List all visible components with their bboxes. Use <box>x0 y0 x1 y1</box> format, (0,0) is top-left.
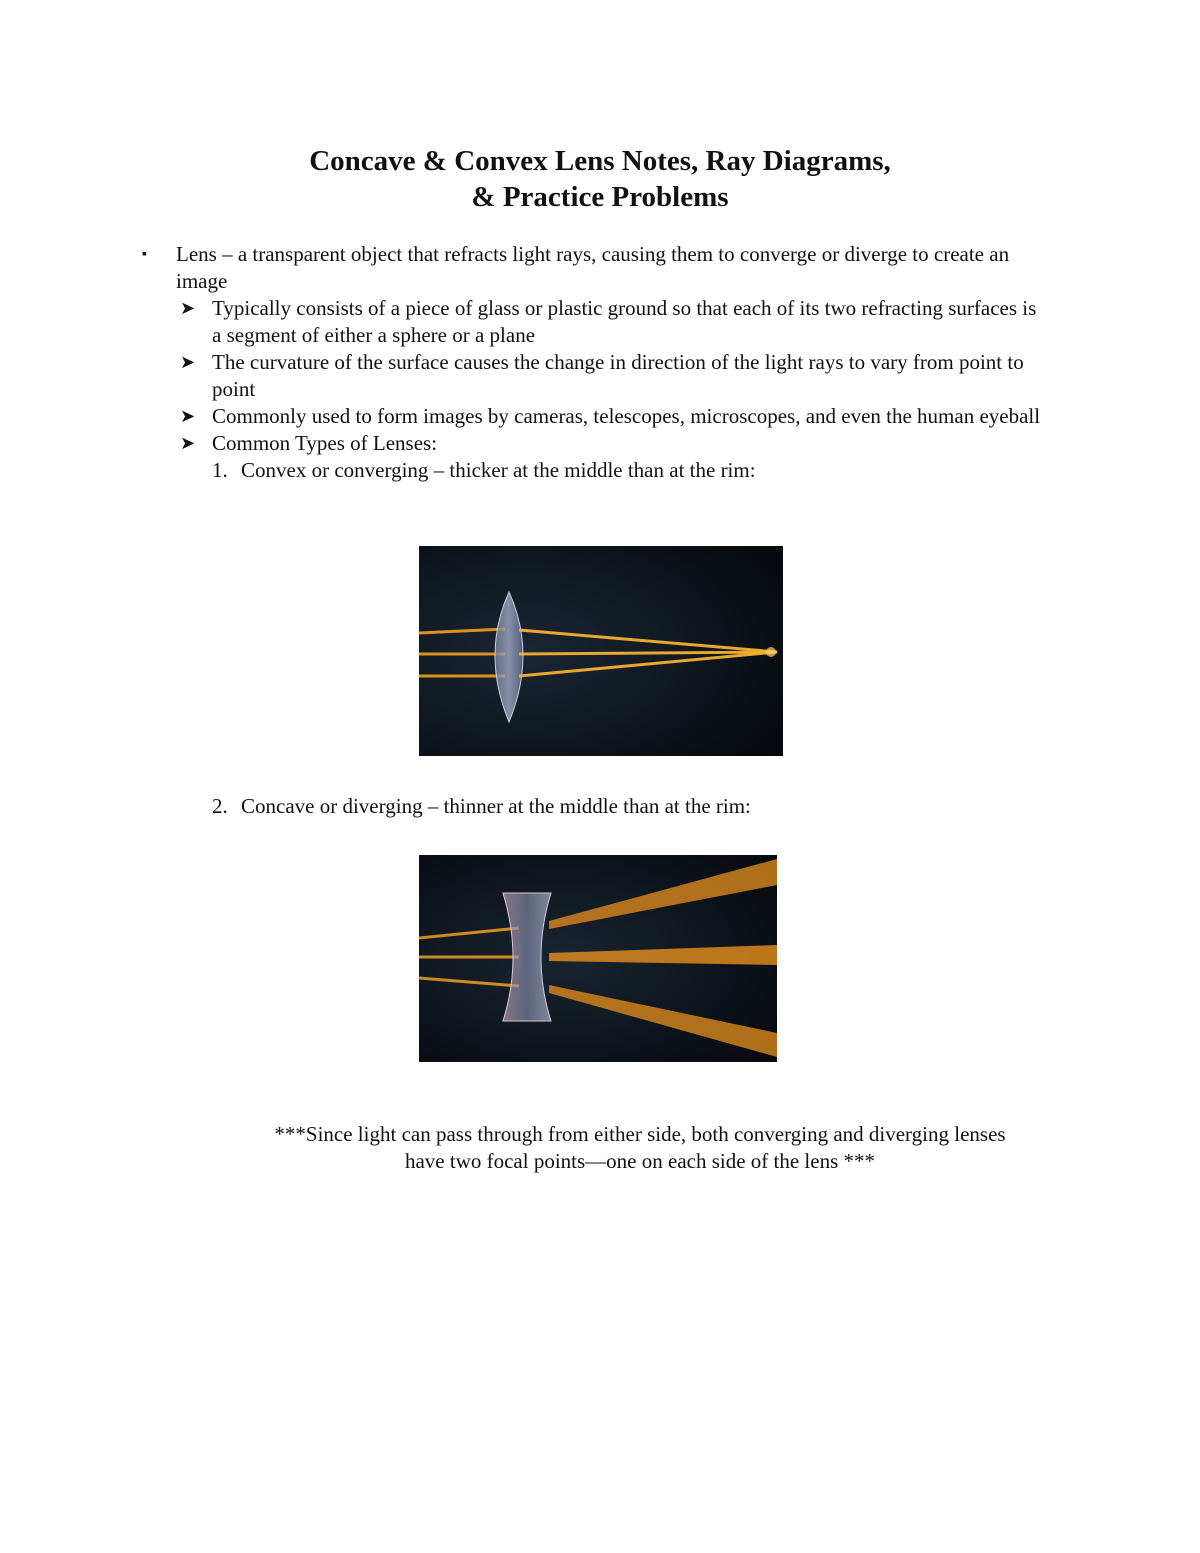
concave-lens-illustration <box>419 855 777 1062</box>
lens-type-item <box>0 793 1200 820</box>
lens-type-number: 2. <box>212 794 228 818</box>
arrow-bullet-icon: ➤ <box>180 298 196 318</box>
sub-point <box>0 349 1200 403</box>
lens-type-text: Concave or diverging – thinner at the middle than at the rim: <box>241 794 751 818</box>
page-title <box>0 143 1200 215</box>
focal-points-note-line-2: have two focal points—one on each side of the lens *** <box>404 1149 876 1173</box>
sub-point <box>0 295 1200 349</box>
lens-type-item <box>0 457 1200 484</box>
lens-definition <box>0 241 1200 295</box>
lens-definition-text: Lens – a transparent object that refracts light rays, causing them to converge or diverge to create an image <box>176 242 1010 293</box>
focal-points-note-line-1: ***Since light can pass through from either side, both converging and diverging lenses <box>274 1122 1006 1146</box>
sub-point-text: Typically consists of a piece of glass or plastic ground so that each of its two refracting surfaces is a segment of either a sphere or a plane <box>212 296 1037 347</box>
square-bullet-icon: ▪ <box>142 247 147 262</box>
page-title-line-1: Concave & Convex Lens Notes, Ray Diagrams, <box>309 145 891 177</box>
convex-lens-photo <box>419 546 783 756</box>
sub-point <box>0 430 1200 457</box>
lens-type-item-2-wrapper <box>0 793 1200 820</box>
sub-point-text: Common Types of Lenses: <box>212 431 438 455</box>
page-title-line-2: & Practice Problems <box>471 181 729 213</box>
sub-point <box>0 403 1200 430</box>
arrow-bullet-icon: ➤ <box>180 433 196 453</box>
convex-lens-illustration <box>419 546 783 756</box>
arrow-bullet-icon: ➤ <box>180 352 196 372</box>
lens-type-number: 1. <box>212 458 228 482</box>
notes-list <box>0 241 1200 484</box>
concave-lens-photo <box>419 855 777 1062</box>
lens-type-text: Convex or converging – thicker at the middle than at the rim: <box>241 458 756 482</box>
sub-point-text: The curvature of the surface causes the change in direction of the light rays to vary from point to point <box>212 350 1024 401</box>
sub-point-text: Commonly used to form images by cameras, telescopes, microscopes, and even the human eyeball <box>212 404 1041 428</box>
focal-points-note <box>170 1121 1110 1175</box>
arrow-bullet-icon: ➤ <box>180 406 196 426</box>
